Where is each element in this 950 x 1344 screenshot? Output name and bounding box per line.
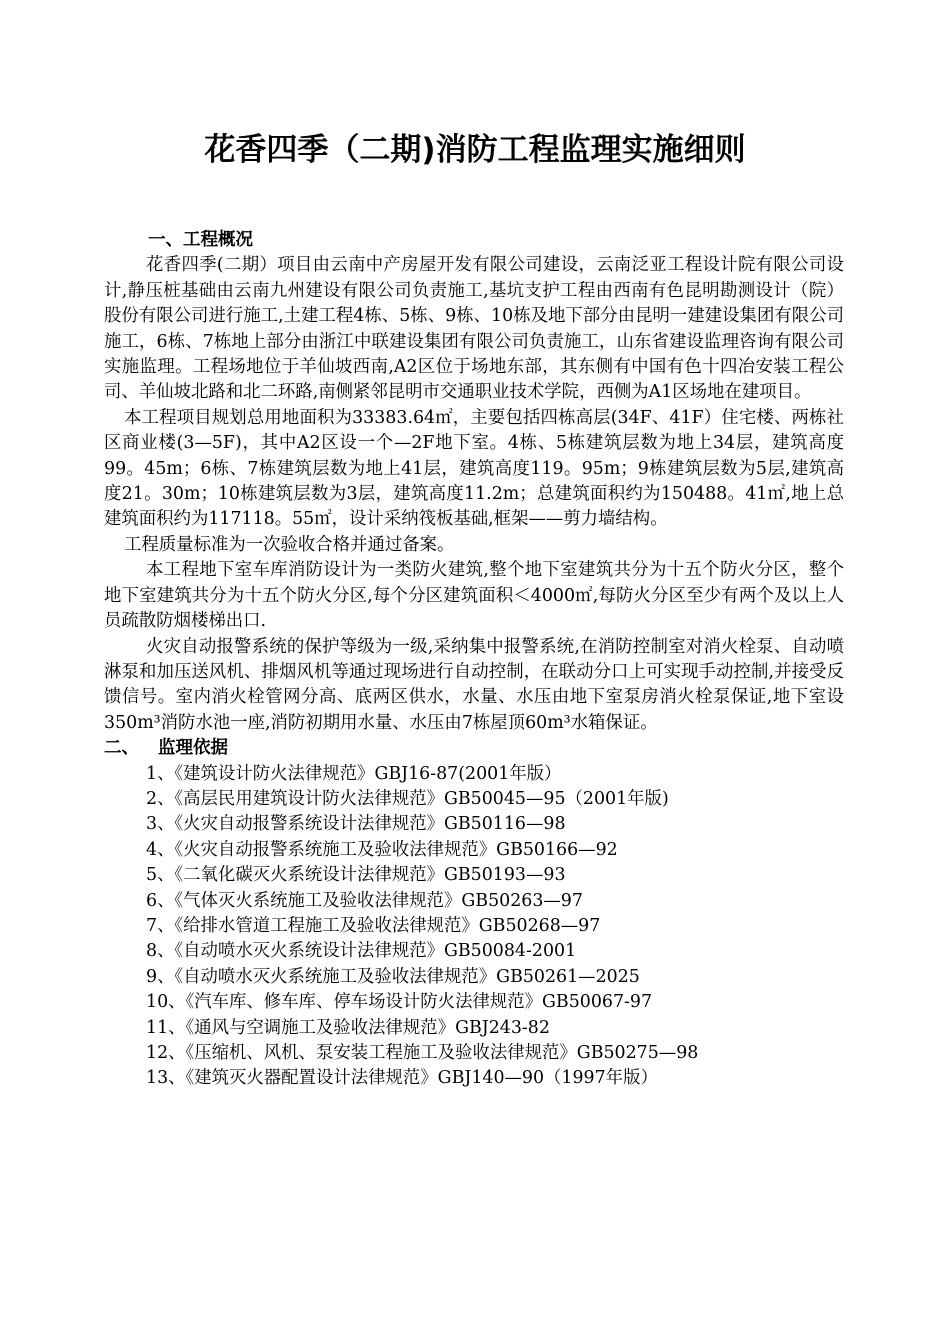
paragraph-project-scale: 本工程项目规划总用地面积为33383.64㎡，主要包括四栋高层(34F、41F）住宅楼、两栋社区商业楼(3—5F)，其中A2区设一个—2F地下室。4栋、5栋建筑层数为地上34层，建筑高度99。45m；6栋、7栋建筑层数为地上41层，建筑高度119。95m；9栋建筑层数为5层,建筑高度21。30m；10栋建筑层数为3层，建筑高度11.2m；总建筑面积约为150488。41㎡,地上总建筑面积约为117118。55㎡，设计采纳筏板基础,框架——剪力墙结构。 — [104, 407, 844, 530]
section-title: 监理依据 — [158, 738, 228, 759]
list-item: 4、《火灾自动报警系统施工及验收法律规范》GB50166—92 — [146, 839, 618, 860]
list-item: 6、《气体灭火系统施工及验收法律规范》GB50263—97 — [146, 890, 583, 911]
paragraph-fire-alarm: 火灾自动报警系统的保护等级为一级,采纳集中报警系统,在消防控制室对消火栓泵、自动喷淋泵和加压送风机、排烟风机等通过现场进行自动控制，在联动分口上可实现手动控制,并接受反馈信号。室内消火栓管网分高、底两区供水，水量、水压由地下室泵房消火栓泵保证,地下室设350m³消防水池一座,消防初期用水量、水压由7栋屋顶60m³水箱保证。 — [104, 636, 844, 733]
reference-list — [104, 762, 844, 1092]
section-heading-overview: 一、工程概况 — [148, 230, 253, 250]
list-item: 13、《建筑灭火器配置设计法律规范》GBJ140—90（1997年版） — [146, 1068, 658, 1089]
list-item: 8、《自动喷水灭火系统设计法律规范》GB50084-2001 — [146, 941, 577, 962]
document-body — [104, 228, 844, 1092]
list-item: 11、《通风与空调施工及验收法律规范》GBJ243-82 — [146, 1017, 550, 1038]
list-item: 1、《建筑设计防火法律规范》GBJ16-87(2001年版） — [146, 763, 562, 784]
list-item: 9、《自动喷水灭火系统施工及验收法律规范》GB50261—2025 — [146, 966, 640, 987]
paragraph-fire-zoning: 本工程地下室车库消防设计为一类防火建筑,整个地下室建筑共分为十五个防火分区，整个地下室建筑共分为十五个防火分区,每个分区建筑面积＜4000㎡,每防火分区至少有两个及以上人员疏散防烟楼梯出口. — [104, 560, 844, 632]
document-title: 花香四季（二期)消防工程监理实施细则 — [204, 132, 746, 168]
list-item: 2、《高层民用建筑设计防火法律规范》GB50045—95（2001年版) — [146, 788, 669, 809]
paragraph-project-parties: 花香四季(二期）项目由云南中产房屋开发有限公司建设，云南泛亚工程设计院有限公司设计,静压桩基础由云南九州建设有限公司负责施工,基坑支护工程由西南有色昆明勘测设计（院）股份有限公司进行施工,土建工程4栋、5栋、9栋、10栋及地下部分由昆明一建建设集团有限公司施工，6栋、7栋地上部分由浙江中联建设集团有限公司负责施工，山东省建设监理咨询有限公司实施监理。工程场地位于羊仙坡西南,A2区位于场地东部，其东侧有中国有色十四冶安装工程公司、羊仙坡北路和北二环路,南侧紧邻昆明市交通职业技术学院，西侧为A1区场地在建项目。 — [104, 255, 844, 403]
list-item: 12、《压缩机、风机、泵安装工程施工及验收法律规范》GB50275—98 — [146, 1043, 699, 1063]
paragraph-quality-standard: 工程质量标准为一次验收合格并通过备案。 — [124, 534, 455, 555]
section-number: 二、 — [104, 738, 139, 759]
section-heading-basis — [104, 736, 844, 761]
list-item: 3、《火灾自动报警系统设计法律规范》GB50116—98 — [146, 814, 566, 835]
list-item: 7、《给排水管道工程施工及验收法律规范》GB50268—97 — [146, 915, 601, 936]
list-item: 10、《汽车库、修车库、停车场设计防火法律规范》GB50067-97 — [146, 992, 653, 1013]
list-item: 5、《二氧化碳灭火系统设计法律规范》GB50193—93 — [146, 865, 566, 886]
